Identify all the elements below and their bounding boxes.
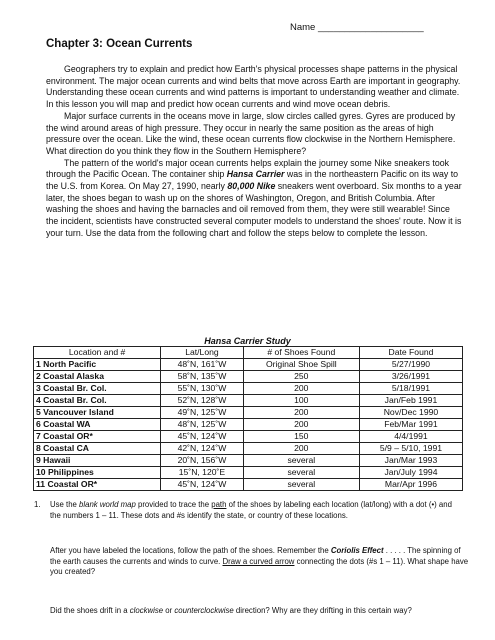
lat-long-cell: 20˚N, 156˚W — [161, 455, 243, 467]
lat-long-cell: 55˚N, 130˚W — [161, 383, 243, 395]
column-header: Location and # — [34, 347, 161, 359]
shoes-found-cell: 100 — [243, 395, 359, 407]
step-number: 1. — [34, 500, 41, 509]
table-row — [34, 419, 463, 431]
date-found-cell: Jan/Feb 1991 — [359, 395, 462, 407]
date-found-cell: Nov/Dec 1990 — [359, 407, 462, 419]
ship-name: Hansa Carrier — [226, 169, 285, 180]
date-found-cell: 3/26/1991 — [359, 371, 462, 383]
date-found-cell: Jan/Mar 1993 — [359, 455, 462, 467]
location-cell: 11 Coastal OR* — [34, 479, 161, 491]
table-row — [34, 443, 463, 455]
location-cell: 5 Vancouver Island — [34, 407, 161, 419]
intro-text — [46, 64, 464, 240]
date-found-cell: 4/4/1991 — [359, 431, 462, 443]
date-found-cell: Jan/July 1994 — [359, 467, 462, 479]
name-field-label: Name ____________________ — [290, 22, 424, 33]
hansa-carrier-table — [33, 346, 463, 491]
date-found-cell: 5/9 – 5/10, 1991 — [359, 443, 462, 455]
shoes-found-cell: Original Shoe Spill — [243, 359, 359, 371]
location-cell: 8 Coastal CA — [34, 443, 161, 455]
table-row — [34, 479, 463, 491]
shoes-found-cell: 200 — [243, 407, 359, 419]
step-1-text: Use the blank world map provided to trace the path of the shoes by labeling each location (lat/long) with a dot (•) and the numbers 1 – 11. These dots and #s identify the state, or country of these locations. — [50, 500, 452, 520]
shoes-found-cell: several — [243, 455, 359, 467]
lat-long-cell: 42˚N, 124˚W — [161, 443, 243, 455]
location-cell: 4 Coastal Br. Col. — [34, 395, 161, 407]
shoe-count: 80,000 Nike — [227, 181, 276, 192]
lat-long-cell: 45˚N, 124˚W — [161, 479, 243, 491]
location-cell: 3 Coastal Br. Col. — [34, 383, 161, 395]
table-row — [34, 407, 463, 419]
table-row — [34, 455, 463, 467]
table-row — [34, 371, 463, 383]
table-row — [34, 467, 463, 479]
table-row — [34, 383, 463, 395]
table-row — [34, 395, 463, 407]
location-cell: 9 Hawaii — [34, 455, 161, 467]
location-cell: 2 Coastal Alaska — [34, 371, 161, 383]
column-header: Lat/Long — [161, 347, 243, 359]
date-found-cell: Mar/Apr 1996 — [359, 479, 462, 491]
shoes-found-cell: several — [243, 467, 359, 479]
lat-long-cell: 48˚N, 161˚W — [161, 359, 243, 371]
lat-long-cell: 49˚N, 125˚W — [161, 407, 243, 419]
shoes-found-cell: 200 — [243, 383, 359, 395]
date-found-cell: Feb/Mar 1991 — [359, 419, 462, 431]
table-row — [34, 431, 463, 443]
chapter-title: Chapter 3: Ocean Currents — [46, 38, 193, 50]
column-header: # of Shoes Found — [243, 347, 359, 359]
table-title: Hansa Carrier Study — [204, 336, 291, 346]
date-found-cell: 5/18/1991 — [359, 383, 462, 395]
lat-long-cell: 15˚N, 120˚E — [161, 467, 243, 479]
intro-paragraph-2: Major surface currents in the oceans move in large, slow circles called gyres. Gyres are produced by the wind around areas of high pressure. They occur in nearly the same position as the areas of high pressure over the ocean. Like the wind, these ocean currents flow clockwise in the Northern Hemisphere. What direction do you think they flow in the Southern Hemisphere? — [46, 110, 456, 156]
lat-long-cell: 58˚N, 135˚W — [161, 371, 243, 383]
step-1 — [34, 500, 464, 521]
intro-paragraph-3: The pattern of the world's major ocean currents helps explain the journey some Nike sneakers took through the Pacific Ocean. The container ship Hansa Carrier was in the northeastern Pacific on its way to the U.S. from Korea. On May 27, 1990, nearly 80,000 Nike sneakers went overboard. Six months to a year later, the shoes began to wash up on the shores of Washington, Oregon, and British Columbia. After washing the shoes and having the barnacles and oil removed from them, they were still wearable! Since the incident, scientists have constructed several computer models to understand the shoes' route. Now it is your turn. Use the data from the following chart and follow the steps below to complete the lesson. — [46, 157, 462, 238]
step-1-path-instructions: After you have labeled the locations, follow the path of the shoes. Remember the Coriolis Effect . . . . . The spinning of the earth causes the currents and winds to curve. Draw a curved arrow connecting the dots (#s 1 – 11). What shape have you created? — [50, 546, 469, 577]
location-cell: 6 Coastal WA — [34, 419, 161, 431]
location-cell: 7 Coastal OR* — [34, 431, 161, 443]
shoes-found-cell: 200 — [243, 419, 359, 431]
location-cell: 1 North Pacific — [34, 359, 161, 371]
column-header: Date Found — [359, 347, 462, 359]
shoes-found-cell: 200 — [243, 443, 359, 455]
lat-long-cell: 52˚N, 128˚W — [161, 395, 243, 407]
intro-paragraph-1: Geographers try to explain and predict how Earth's physical processes shape patterns in the physical environment. The major ocean currents and wind belts that move across Earth are important in geography. Understanding these ocean currents and wind patterns is important to understanding weather and climate. In this lesson you will map and predict how ocean currents and wind move ocean debris. — [46, 64, 461, 110]
location-cell: 10 Philippines — [34, 467, 161, 479]
shoes-found-cell: 150 — [243, 431, 359, 443]
lat-long-cell: 48˚N, 125˚W — [161, 419, 243, 431]
date-found-cell: 5/27/1990 — [359, 359, 462, 371]
step-1-direction-question: Did the shoes drift in a clockwise or counterclockwise direction? Why are they drifting in this certain way? — [50, 606, 412, 615]
table-row — [34, 359, 463, 371]
shoes-found-cell: several — [243, 479, 359, 491]
lat-long-cell: 45˚N, 124˚W — [161, 431, 243, 443]
table-header-row — [34, 347, 463, 359]
shoes-found-cell: 250 — [243, 371, 359, 383]
